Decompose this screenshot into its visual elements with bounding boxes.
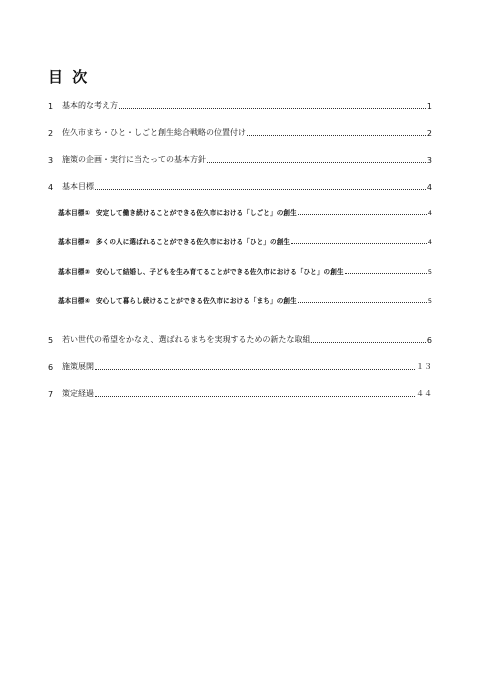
subentry-label: 安心して暮らし続けることができる佐久市における「まち」の創生: [95, 297, 297, 305]
entry-page: 4: [427, 238, 432, 246]
page-title: 目 次: [48, 68, 90, 86]
entry-label: 若い世代の希望をかなえ、選ばれるまちを実現するための新たな取組: [62, 335, 311, 344]
dot-leader: [119, 108, 426, 109]
entry-label: 基本的な考え方: [62, 101, 118, 110]
entry-label: 基本目標: [62, 182, 94, 191]
dot-leader: [95, 369, 415, 370]
toc-entry[interactable]: [48, 334, 432, 345]
subentry-head: 基本目標②: [58, 238, 90, 246]
subentry-label: 多くの人に選ばれることができる佐久市における「ひと」の創生: [95, 238, 291, 246]
subentry-label: 安心して結婚し、子どもを生み育てることができる佐久市における「ひと」の創生: [95, 268, 344, 276]
toc-entry[interactable]: [48, 154, 432, 165]
entry-page: 1: [426, 102, 432, 111]
toc-entry[interactable]: [48, 127, 432, 138]
dot-leader: [291, 243, 427, 244]
dot-leader: [207, 162, 426, 163]
dot-leader: [345, 273, 427, 274]
entry-page: １３: [416, 362, 432, 371]
toc-subentry[interactable]: [58, 236, 432, 246]
entry-number: 4: [48, 183, 54, 192]
entry-number: 3: [48, 156, 54, 165]
entry-number: 6: [48, 363, 54, 372]
entry-page: ４４: [416, 389, 432, 398]
entry-page: 5: [427, 268, 432, 276]
dot-leader: [95, 396, 415, 397]
entry-label: 佐久市まち・ひと・しごと創生総合戦略の位置付け: [62, 128, 246, 137]
toc-subentry[interactable]: [58, 266, 432, 276]
entry-label: 策定経過: [62, 389, 94, 398]
entry-label: 施策の企画・実行に当たっての基本方針: [62, 155, 206, 164]
subentry-head: 基本目標④: [58, 297, 90, 305]
entry-page: 2: [426, 129, 432, 138]
subentry-head: 基本目標①: [58, 209, 90, 217]
dot-leader: [298, 214, 427, 215]
entry-number: 1: [48, 102, 54, 111]
toc-entry[interactable]: [48, 100, 432, 111]
entry-number: 5: [48, 336, 54, 345]
entry-number: 7: [48, 390, 54, 399]
toc-entry[interactable]: [48, 361, 432, 372]
toc-entry[interactable]: [48, 181, 432, 192]
subentry-label: 安定して働き続けることができる佐久市における「しごと」の創生: [95, 209, 297, 217]
entry-page: 3: [426, 156, 432, 165]
entry-page: 4: [427, 209, 432, 217]
dot-leader: [311, 342, 425, 343]
entry-label: 施策展開: [62, 362, 94, 371]
dot-leader: [95, 189, 426, 190]
entry-page: 4: [426, 183, 432, 192]
dot-leader: [247, 135, 426, 136]
entry-number: 2: [48, 129, 54, 138]
entry-page: 6: [426, 336, 432, 345]
toc-subentry[interactable]: [58, 207, 432, 217]
toc-subentry[interactable]: [58, 295, 432, 305]
entry-page: 5: [427, 297, 432, 305]
dot-leader: [298, 302, 427, 303]
toc-entry[interactable]: [48, 388, 432, 399]
subentry-head: 基本目標③: [58, 268, 90, 276]
